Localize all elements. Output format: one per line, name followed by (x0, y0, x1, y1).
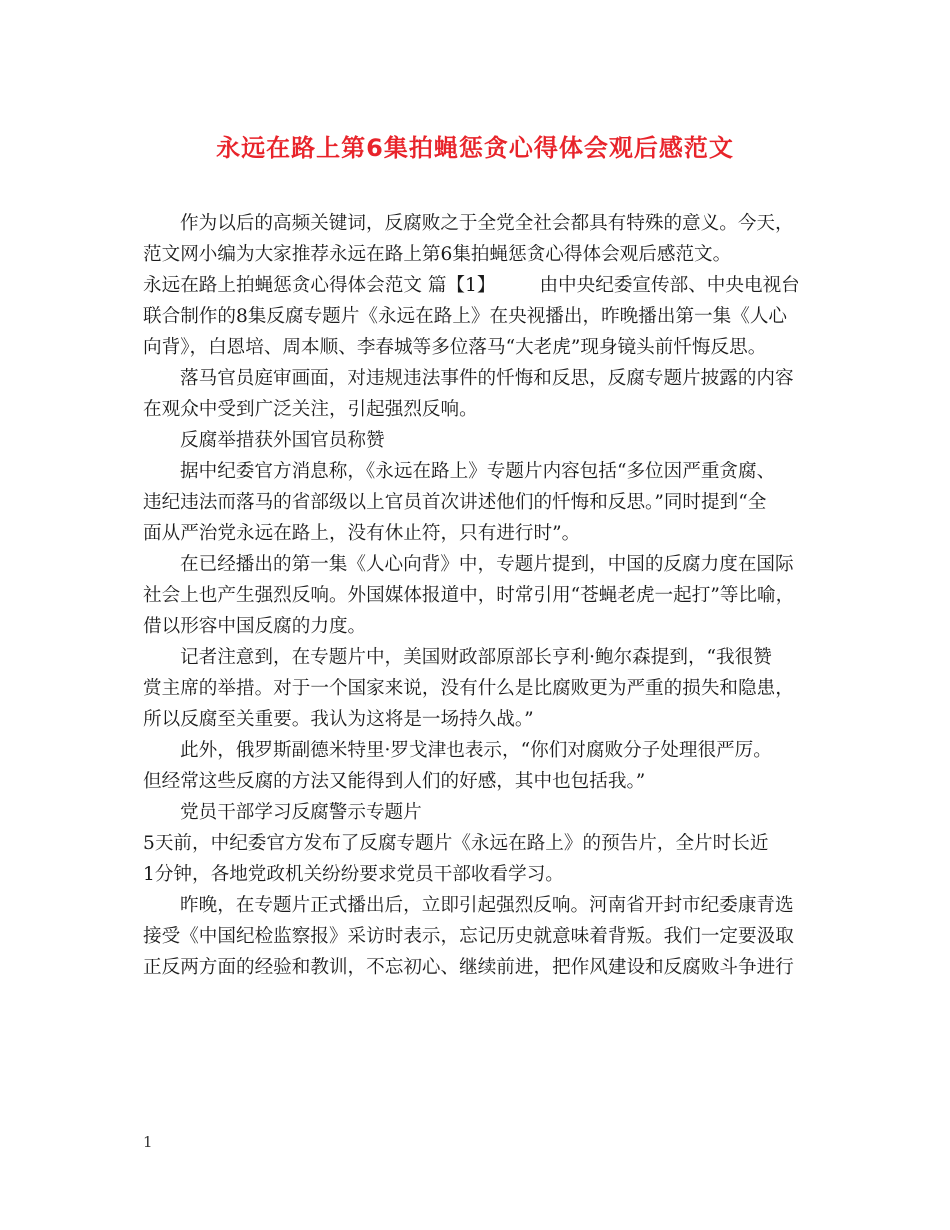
paragraph-line: 赏主席的举措。对于一个国家来说，没有什么是比腐败更为严重的损失和隐患， (143, 678, 794, 699)
paragraph-line: 正反两方面的经验和教训，不忘初心、继续前进，把作风建设和反腐败斗争进行 (143, 957, 794, 978)
paragraph-line: 借以形容中国反腐的力度。 (143, 616, 367, 637)
page-number: 1 (143, 1133, 153, 1151)
paragraph-line: 社会上也产生强烈反响。外国媒体报道中，时常引用“苍蝇老虎一起打”等比喻， (143, 585, 795, 606)
paragraph-line: 在观众中受到广泛关注，引起强烈反响。 (143, 399, 478, 420)
paragraph-line: 范文网小编为大家推荐永远在路上第6集拍蝇惩贪心得体会观后感范文。 (143, 244, 732, 265)
section-heading-line (143, 270, 815, 301)
paragraph-line: 但经常这些反腐的方法又能得到人们的好感，其中也包括我。” (143, 771, 646, 792)
paragraph-line: 违纪违法而落马的省部级以上官员首次讲述他们的忏悔和反思。”同时提到“全 (143, 492, 767, 513)
paragraph-line: 1分钟，各地党政机关纷纷要求党员干部收看学习。 (143, 864, 564, 885)
paragraph-line: 作为以后的高频关键词，反腐败之于全党全社会都具有特殊的意义。今天， (180, 213, 794, 234)
document-body (143, 208, 815, 983)
subheading-line: 反腐举措获外国官员称赞 (180, 430, 385, 451)
document-title: 永远在路上第6集拍蝇惩贪心得体会观后感范文 (216, 134, 734, 162)
paragraph-line: 此外，俄罗斯副德米特里·罗戈津也表示，“你们对腐败分子处理很严厉。 (180, 740, 772, 761)
paragraph-line: 昨晚，在专题片正式播出后，立即引起强烈反响。河南省开封市纪委康青选 (180, 895, 794, 916)
section-heading: 永远在路上拍蝇惩贪心得体会范文 篇【1】 (143, 275, 496, 296)
paragraph-line: 向背》，白恩培、周本顺、李春城等多位落马“大老虎”现身镜头前忏悔反思。 (143, 337, 767, 358)
paragraph-line: 5天前，中纪委官方发布了反腐专题片《永远在路上》的预告片，全片时长近 (143, 833, 769, 854)
paragraph-line: 由中央纪委宣传部、中央电视台 (539, 275, 800, 296)
paragraph-line: 联合制作的8集反腐专题片《永远在路上》在央视播出，昨晚播出第一集《人心 (143, 306, 788, 327)
subheading-line: 党员干部学习反腐警示专题片 (180, 802, 422, 823)
paragraph-line: 据中纪委官方消息称，《永远在路上》专题片内容包括“多位因严重贪腐、 (180, 461, 776, 482)
paragraph-line: 面从严治党永远在路上，没有休止符，只有进行时”。 (143, 523, 581, 544)
heading-gap (495, 270, 539, 301)
paragraph-line: 落马官员庭审画面，对违规违法事件的忏悔和反思，反腐专题片披露的内容 (180, 368, 794, 389)
paragraph-line: 记者注意到，在专题片中，美国财政部原部长亨利·鲍尔森提到，“我很赞 (180, 647, 772, 668)
paragraph-line: 在已经播出的第一集《人心向背》中，专题片提到，中国的反腐力度在国际 (180, 554, 794, 575)
paragraph-line: 接受《中国纪检监察报》采访时表示，忘记历史就意味着背叛。我们一定要汲取 (143, 926, 794, 947)
paragraph-line: 所以反腐至关重要。我认为这将是一场持久战。” (143, 709, 534, 730)
